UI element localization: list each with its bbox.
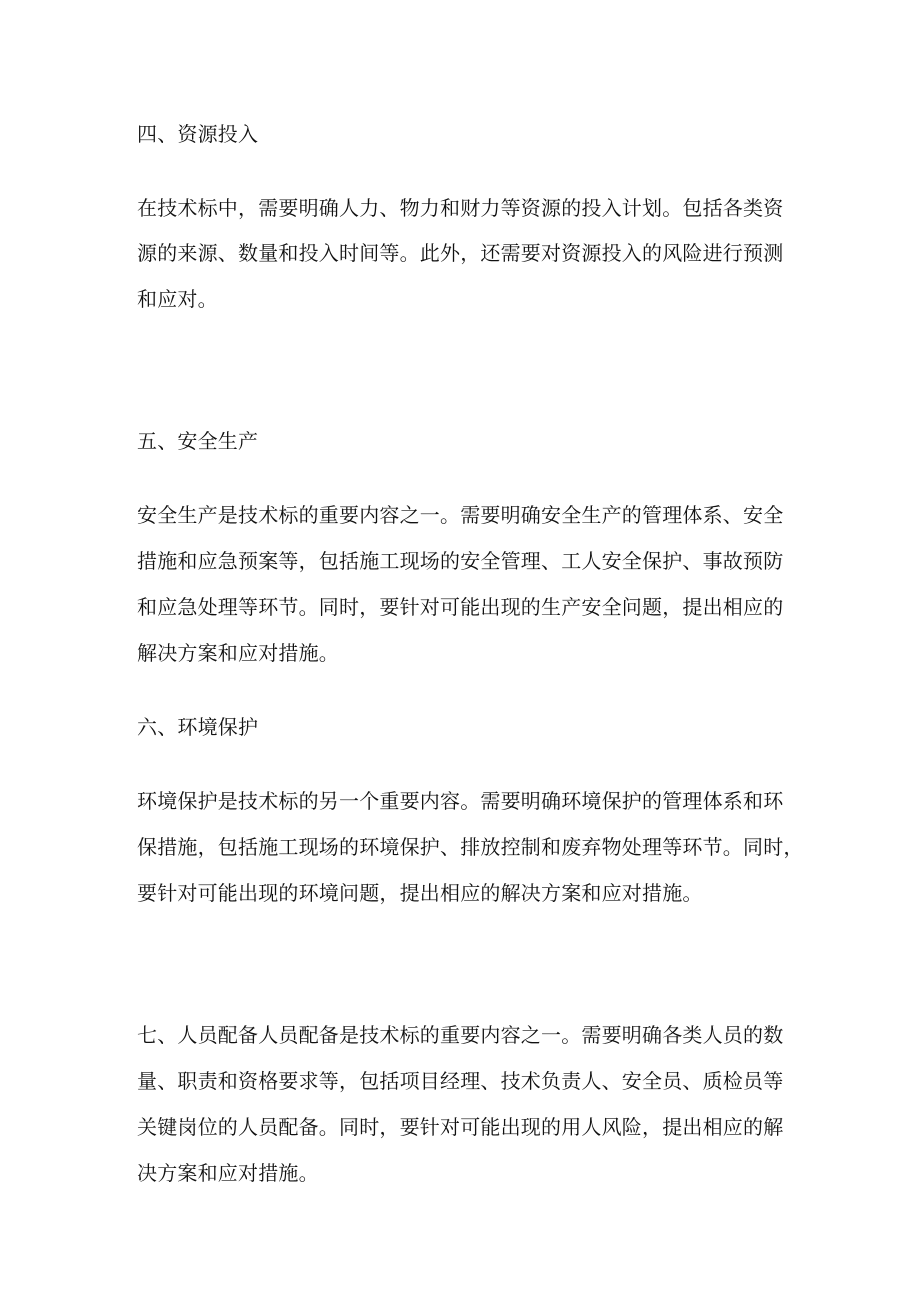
paragraph-line: 要针对可能出现的环境问题，提出相应的解决方案和应对措施。	[137, 881, 703, 905]
paragraph-line: 保措施，包括施工现场的环境保护、排放控制和废弃物处理等环节。同时，	[137, 835, 804, 859]
paragraph-line: 和应对。	[137, 287, 218, 311]
paragraph-line: 决方案和应对措施。	[137, 1161, 319, 1185]
paragraph-line: 在技术标中，需要明确人力、物力和财力等资源的投入计划。包括各类资	[137, 196, 784, 220]
section-heading-resources: 四、资源投入	[137, 122, 259, 146]
paragraph-line: 环境保护是技术标的另一个重要内容。需要明确环境保护的管理体系和环	[137, 789, 784, 813]
paragraph-line: 和应急处理等环节。同时，要针对可能出现的生产安全问题，提出相应的	[137, 595, 784, 619]
paragraph-line: 措施和应急预案等，包括施工现场的安全管理、工人安全保护、事故预防	[137, 549, 784, 573]
paragraph-line: 安全生产是技术标的重要内容之一。需要明确安全生产的管理体系、安全	[137, 503, 784, 527]
section-heading-safety: 五、安全生产	[137, 429, 259, 453]
paragraph-line: 量、职责和资格要求等，包括项目经理、技术负责人、安全员、质检员等	[137, 1069, 784, 1093]
paragraph-line: 源的来源、数量和投入时间等。此外，还需要对资源投入的风险进行预测	[137, 241, 784, 265]
paragraph-line-staffing: 七、人员配备人员配备是技术标的重要内容之一。需要明确各类人员的数	[137, 1023, 784, 1047]
paragraph-line: 关键岗位的人员配备。同时，要针对可能出现的用人风险，提出相应的解	[137, 1115, 784, 1139]
section-heading-environment: 六、环境保护	[137, 715, 259, 739]
paragraph-line: 解决方案和应对措施。	[137, 641, 339, 665]
